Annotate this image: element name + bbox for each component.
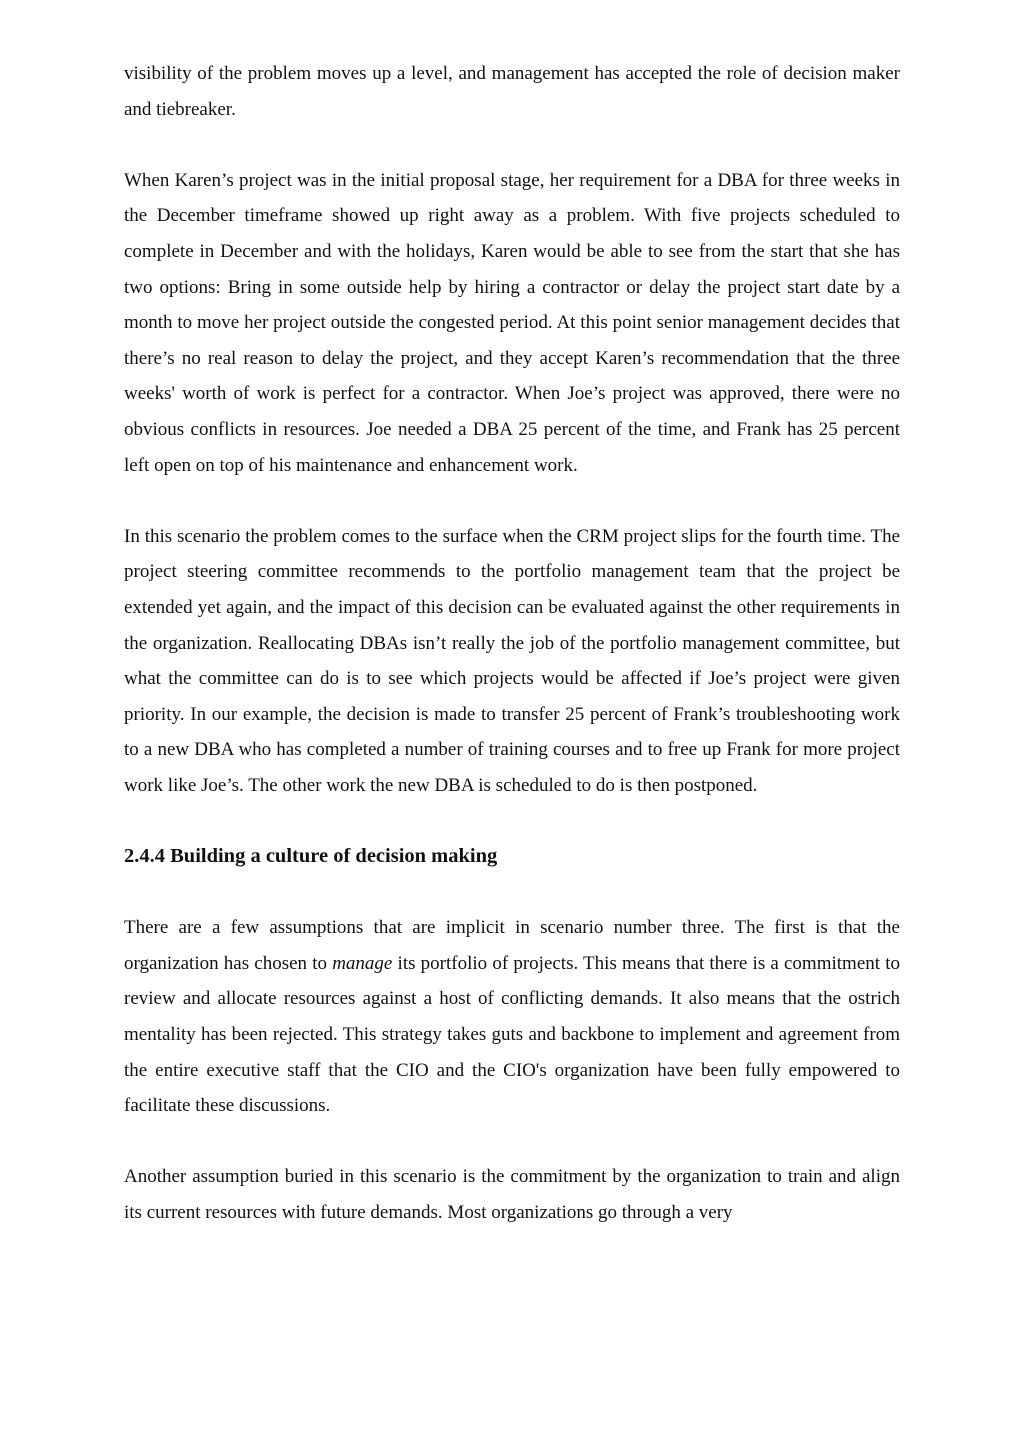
paragraph-another-assumption: Another assumption buried in this scenario is the commitment by the organization to train and align its current resources with future demands. Most organizations go through a very [124,1166,900,1223]
paragraph-assumptions-start: There are a few assumptions that are implicit in scenario number three. The first is that the organization has chosen to [124,917,900,974]
paragraph-karen-project: When Karen’s project was in the initial proposal stage, her requirement for a DBA for three weeks in the December timeframe showed up right away as a problem. With five projects scheduled to complete in December and with the holidays, Karen would be able to see from the start that she has two options: Bring in some outside help by hiring a contractor or delay the project start date by a month to move her project outside the congested period. At this point senior management decides that there’s no real reason to delay the project, and they accept Karen’s recommendation that the three weeks' worth of work is perfect for a contractor. When Joe’s project was approved, there were no obvious conflicts in resources. Joe needed a DBA 25 percent of the time, and Frank has 25 percent left open on top of his maintenance and enhancement work. [124,169,900,476]
paragraph-assumptions [124,910,900,1124]
paragraph-continuation: visibility of the problem moves up a level, and management has accepted the role of decision maker and tiebreaker. [124,63,900,120]
paragraph-assumptions-end: its portfolio of projects. This means that there is a commitment to review and allocate resources against a host of conflicting demands. It also means that the ostrich mentality has been rejected. This strategy takes guts and backbone to implement and agreement from the entire executive staff that the CIO and the CIO's organization have been fully empowered to facilitate these discussions. [124,952,900,1117]
paragraph-crm-scenario: In this scenario the problem comes to the surface when the CRM project slips for the fourth time. The project steering committee recommends to the portfolio management team that the project be extended yet again, and the impact of this decision can be evaluated against the other requirements in the organization. Reallocating DBAs isn’t really the job of the portfolio management committee, but what the committee can do is to see which projects would be affected if Joe’s project were given priority. In our example, the decision is made to transfer 25 percent of Frank’s troubleshooting work to a new DBA who has completed a number of training courses and to free up Frank for more project work like Joe’s. The other work the new DBA is scheduled to do is then postponed. [124,525,900,796]
document-page [124,56,900,1231]
emphasis-manage: manage [332,952,393,974]
section-heading: 2.4.4 Building a culture of decision making [124,845,498,868]
